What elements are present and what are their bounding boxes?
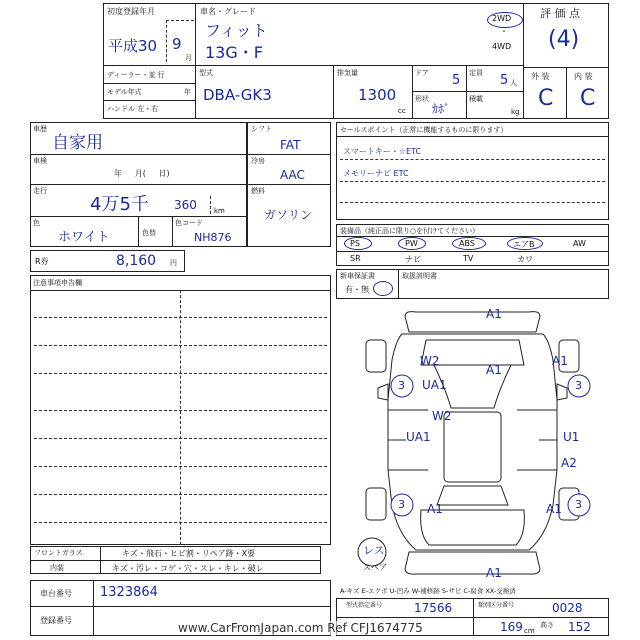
warranty-value: 有・無 <box>345 285 369 294</box>
width-value: 169 <box>500 620 523 634</box>
ac-label: 冷房 <box>251 157 265 165</box>
front-glass-label: フロントガラス <box>34 549 83 557</box>
damage-left-rear-quarter: A1 <box>427 502 443 516</box>
displacement-value: 1300 <box>358 86 397 104</box>
inspection-label: 車検 <box>33 157 47 165</box>
usage-label: 車歴 <box>33 125 47 133</box>
exterior-label: 外 装 <box>531 72 550 81</box>
type-value: DBA-GK3 <box>203 86 272 104</box>
shape-label: 形状 <box>415 95 429 103</box>
damage-roof-front: W2 <box>432 409 452 423</box>
score-value: (4) <box>548 27 580 52</box>
spare-label: スペア <box>363 563 387 572</box>
month-unit: 月 <box>185 54 192 62</box>
equip-pw-circle <box>398 237 426 250</box>
damage-left-front-wheel: 3 <box>398 379 405 392</box>
damage-left-rear-door: UA1 <box>406 430 431 444</box>
recycle-block <box>30 250 185 272</box>
inspection-value: 年 月( 日) <box>114 169 170 178</box>
interior-cond-items: キズ・汚レ・コゲ・穴・スレ・キレ・破レ <box>112 564 264 573</box>
warranty-label: 新車保証書 <box>340 272 375 280</box>
drive-2wd: 2WD <box>492 14 512 23</box>
fuel-label: 燃料 <box>251 187 265 195</box>
damage-right-front-wheel: 3 <box>575 379 582 392</box>
color-code-value: NH876 <box>194 231 232 244</box>
interior-label: 内 装 <box>574 72 593 81</box>
ac-value: AAC <box>280 168 305 182</box>
equip-leather: カワ <box>517 255 533 264</box>
damage-front-bumper: A1 <box>486 307 502 321</box>
grade: 13G・F <box>205 43 263 62</box>
capacity-value: 5 <box>500 73 509 88</box>
reg-label: 登録番号 <box>40 616 72 625</box>
displacement-label: 排気量 <box>337 69 358 77</box>
usage-value: 自家用 <box>52 133 103 153</box>
damage-right-rear-fender: A2 <box>561 456 577 470</box>
model-spec-value: 17566 <box>414 601 453 615</box>
height-label: 高さ <box>540 621 554 629</box>
equip-abs: ABS <box>459 239 475 248</box>
spare-status: レス <box>363 544 385 557</box>
exterior-grade: C <box>538 86 554 111</box>
shape-value: ｶﾎﾞ <box>432 102 451 116</box>
interior-grade: C <box>580 86 596 111</box>
cc-unit: cc <box>398 107 406 115</box>
capacity-unit: 人 <box>510 79 517 87</box>
damage-left-front-door: UA1 <box>422 378 447 392</box>
damage-left-rear-wheel: 3 <box>398 498 405 511</box>
mileage-value: 4万5千 <box>90 194 149 215</box>
drive-4wd: 4WD <box>492 42 512 51</box>
color-value: ホワイト <box>58 230 110 245</box>
damage-rear-bumper: A1 <box>486 566 502 580</box>
equip-ps: PS <box>350 239 360 248</box>
sales-line-2: メモリーナビ ETC <box>343 169 409 178</box>
color-change-label: 色替 <box>142 229 156 237</box>
score-label: 評 価 点 <box>540 7 580 20</box>
sales-label: セールスポイント（正常に機能するものに限ります） <box>340 126 508 134</box>
equip-aw: AW <box>573 239 586 248</box>
front-glass-items: キズ・飛石・ヒビ割・リペア跡・X要 <box>122 549 256 558</box>
handle-label: ハンドル 左・右 <box>107 105 159 113</box>
recycle-unit: 円 <box>170 259 177 267</box>
shift-value: FAT <box>280 138 301 152</box>
damage-right-rear-door: U1 <box>563 430 580 444</box>
equip-sr: SR <box>350 254 361 263</box>
door-value: 5 <box>452 73 461 88</box>
model-spec-label: 型式指定番号 <box>346 602 383 609</box>
capacity-label: 定員 <box>469 69 483 77</box>
equip-tv: TV <box>463 254 474 263</box>
type-label: 型式 <box>199 69 213 77</box>
width-unit: cm <box>524 627 535 635</box>
car-name: フィット <box>205 21 268 40</box>
chassis-label: 車台番号 <box>40 589 72 598</box>
color-code-label: 色コード <box>175 219 203 227</box>
sales-line-1: スマートキー・☆ETC <box>343 147 422 156</box>
watermark: www.CarFromJapan.com Ref CFJ1674775 <box>178 621 423 635</box>
chassis-value: 1323864 <box>100 585 158 600</box>
drive-dot: ・ <box>500 27 508 36</box>
damage-legend: A-キズ E-エクボ U-凹み W-補修跡 S-サビ C-腐食 XX-交換済 <box>340 587 516 595</box>
recycle-value: 8,160 <box>116 253 157 269</box>
equip-pw: PW <box>405 239 418 248</box>
height-value: 152 <box>568 620 591 634</box>
damage-right-rear-wheel: 3 <box>575 498 582 511</box>
first-reg-era: 平成30 <box>108 37 158 55</box>
dealer-label: ディーラー・並 行 <box>107 71 165 79</box>
category-label: 類別区分番号 <box>478 602 515 609</box>
km-unit: km <box>214 207 225 215</box>
recycle-label: R券 <box>35 257 49 266</box>
damage-left-front-fender: W2 <box>420 354 440 368</box>
category-value: 0028 <box>552 601 583 615</box>
kg-unit: kg <box>511 108 520 116</box>
first-reg-label: 初度登録年月 <box>107 7 155 16</box>
shift-label: シフト <box>251 125 272 133</box>
equip-navi: ナビ <box>405 255 421 264</box>
model-year-unit: 年 <box>184 88 191 96</box>
equip-airbag: エアB <box>513 240 535 249</box>
fuel-value: ガソリン <box>264 208 313 222</box>
equipment-label: 装備品（純正品に限り○を付けてください） <box>340 227 480 235</box>
notes-label: 注意事項申告欄 <box>33 279 82 287</box>
door-label: ドア <box>415 69 429 77</box>
equip-airbag-circle <box>507 237 543 250</box>
damage-right-rear-quarter: A1 <box>546 502 562 516</box>
load-label: 積載 <box>469 95 483 103</box>
manual-label: 取扱説明書 <box>402 272 437 280</box>
equip-ps-circle <box>344 237 372 250</box>
equip-abs-circle <box>452 237 486 250</box>
interior-cond-label: 内装 <box>50 564 64 572</box>
model-year-label: モデル年式 <box>107 88 142 96</box>
first-reg-month: 9 <box>172 35 182 53</box>
damage-right-front-fender: A1 <box>552 354 568 368</box>
color-label: 色 <box>33 219 40 227</box>
warranty-circle <box>373 281 393 296</box>
car-name-label: 車名・グレード <box>200 7 256 16</box>
mileage-sub: 360 <box>174 198 197 212</box>
mileage-label: 走行 <box>33 187 47 195</box>
damage-hood: A1 <box>486 363 502 377</box>
